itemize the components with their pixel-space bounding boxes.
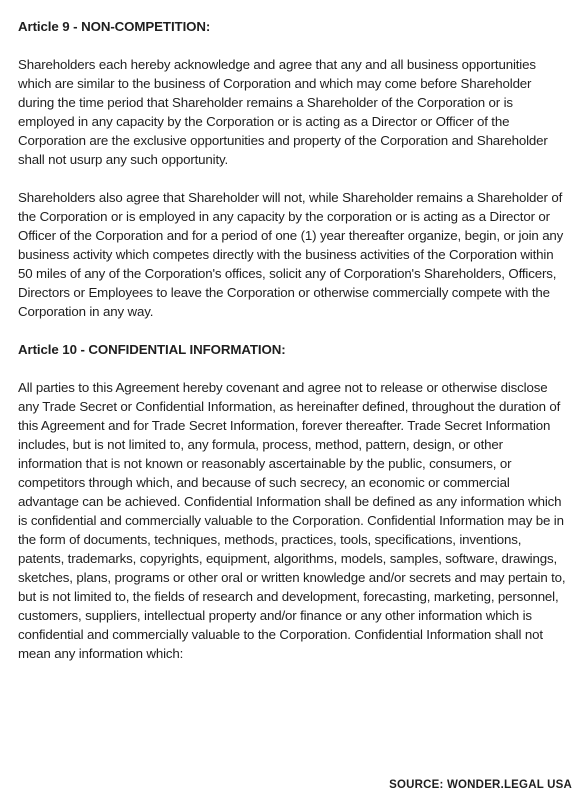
article-10-paragraph-1: All parties to this Agreement hereby covenant and agree not to release or otherwise disclose any Trade Secret or Confidential Information, as hereinafter defined, throughout the duration of this Agreement and for Trade Secret Information, forever thereafter. Trade Secret Information includes, but is not limited to, any formula, process, method, pattern, design, or other information that is not known or reasonably ascertainable by the public, consumers, or competitors through which, and because of such secrecy, an economic or commercial advantage can be achieved. Confidential Information shall be defined as any information which is confidential and commercially valuable to the Corporation. Confidential Information may be in the form of documents, techniques, methods, practices, tools, specifications, inventions, patents, trademarks, copyrights, equipment, algorithms, models, samples, software, drawings, sketches, plans, programs or other oral or written knowledge and/or secrets and may pertain to, but is not limited to, the fields of research and development, forecasting, marketing, personnel, customers, suppliers, intellectual property and/or finance or any other information which is confidential and commercially valuable to the Corporation. Confidential Information shall not mean any information which: [18,380,566,661]
article-10-heading: Article 10 - CONFIDENTIAL INFORMATION: [18,342,286,357]
article-9-heading: Article 9 - NON-COMPETITION: [18,19,211,34]
article-9-paragraph-2: Shareholders also agree that Shareholder will not, while Shareholder remains a Shareholder of the Corporation or is employed in any capacity by the corporation or is acting as a Director or Officer of the Corporation and for a period of one (1) year thereafter organize, begin, or join any business activity which competes directly with the business activities of the Corporation within 50 miles of any of the Corporation's offices, solicit any of Corporation's Shareholders, Officers, Directors or Employees to leave the Corporation or otherwise commercially compete with the Corporation in any way. [18,190,564,319]
article-9-paragraph-1: Shareholders each hereby acknowledge and agree that any and all business opportunities which are similar to the business of Corporation and which may come before Shareholder during the time period that Shareholder remains a Shareholder of the Corporation or is employed in any capacity by the Corporation or is acting as a Director or Officer of the Corporation are the exclusive opportunities and property of the Corporation and Shareholder shall not usurp any such opportunity. [18,57,548,167]
source-credit: SOURCE: WONDER.LEGAL USA [389,779,572,791]
document-body [18,17,568,682]
